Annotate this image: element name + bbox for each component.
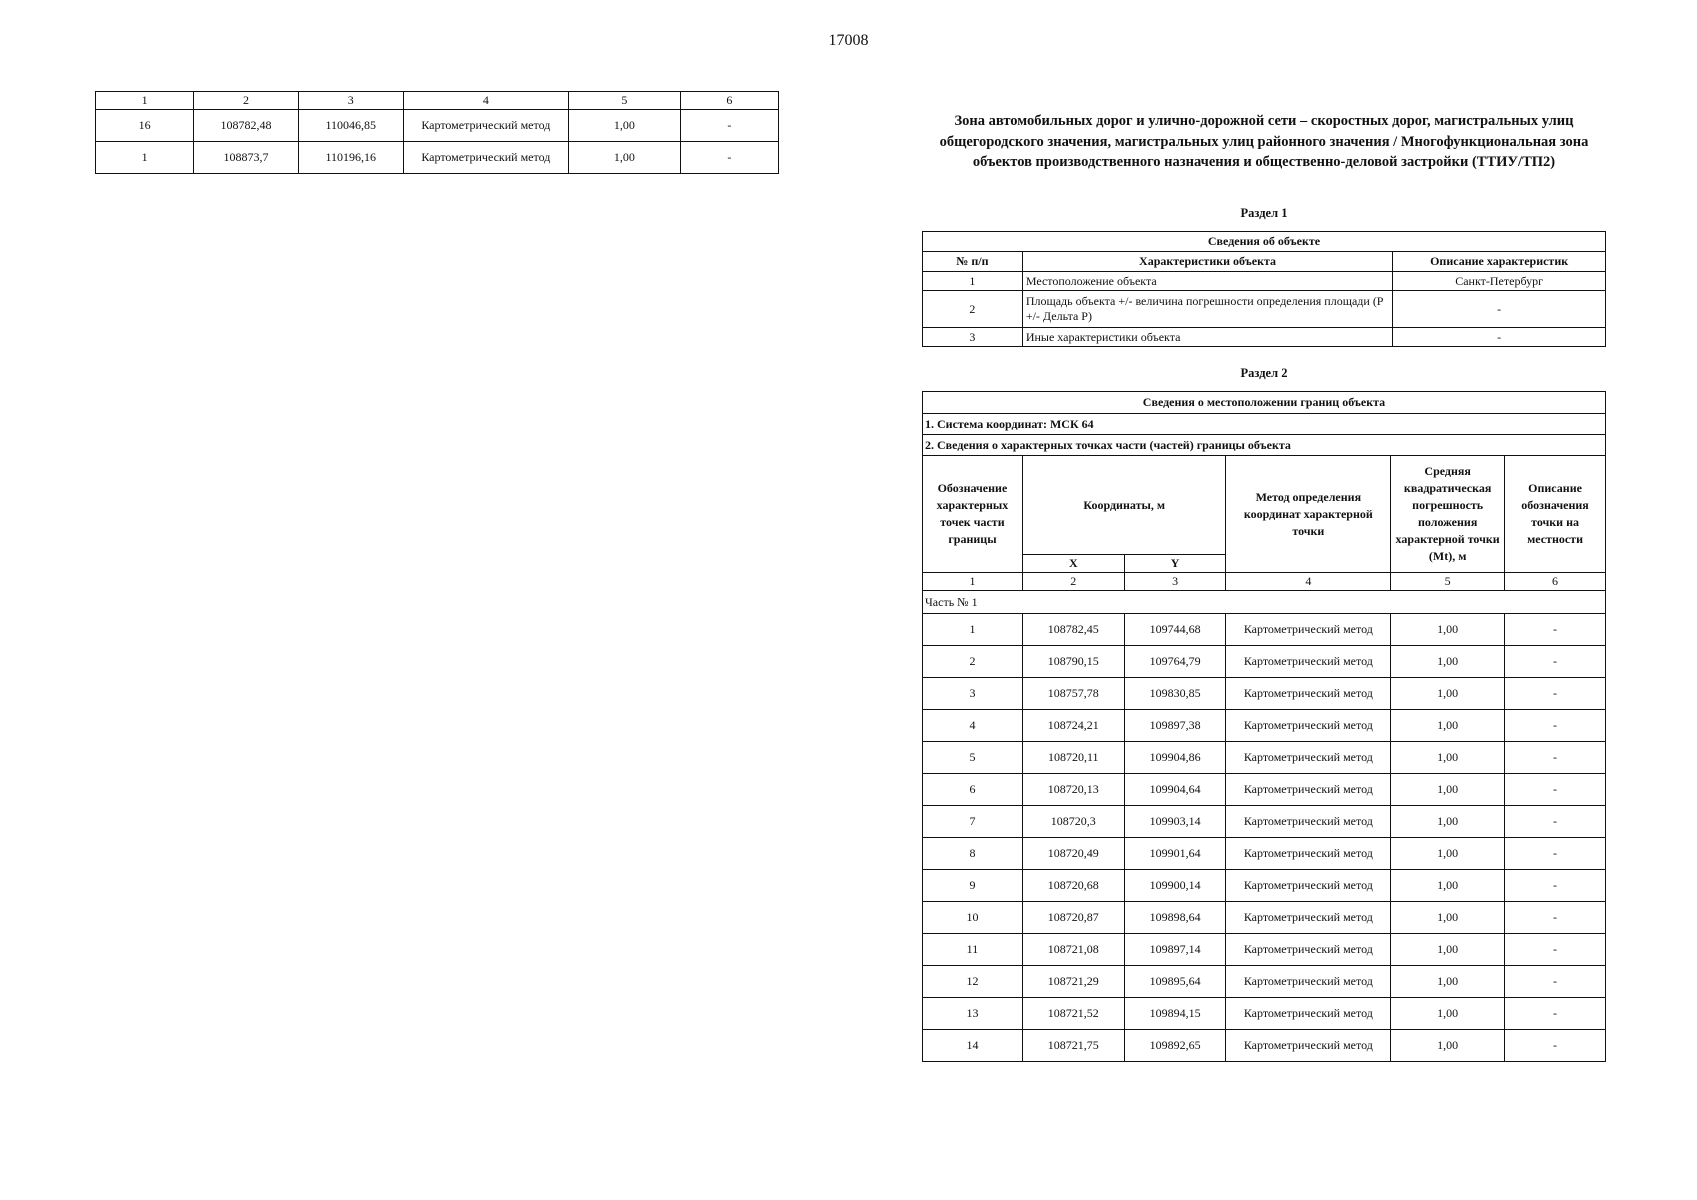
boundary-points-table	[922, 391, 1606, 1062]
column-number: 1	[96, 92, 194, 110]
table-cell: 109900,14	[1124, 870, 1226, 902]
table-cell: Картометрический метод	[1226, 1030, 1391, 1062]
table-cell: 109764,79	[1124, 646, 1226, 678]
table-cell: Картометрический метод	[1226, 614, 1391, 646]
table-cell: -	[1505, 934, 1606, 966]
row-value: Санкт-Петербург	[1393, 272, 1606, 291]
table-cell: -	[1505, 710, 1606, 742]
table-cell: 108790,15	[1022, 646, 1124, 678]
page-number: 17008	[828, 32, 869, 49]
table-cell: 9	[923, 870, 1023, 902]
table-cell: 14	[923, 1030, 1023, 1062]
table-row	[923, 806, 1606, 838]
header-y: Y	[1124, 555, 1226, 573]
table-row	[923, 966, 1606, 998]
table-cell: -	[1505, 1030, 1606, 1062]
table-row	[923, 678, 1606, 710]
table-cell: 109901,64	[1124, 838, 1226, 870]
table-cell: Картометрический метод	[1226, 742, 1391, 774]
table-cell: Картометрический метод	[1226, 966, 1391, 998]
table-cell: -	[1505, 870, 1606, 902]
table-cell: 109897,14	[1124, 934, 1226, 966]
column-number: 5	[569, 92, 681, 110]
row-value: -	[1393, 328, 1606, 347]
table-cell: 1,00	[1391, 838, 1505, 870]
table-cell: 108721,08	[1022, 934, 1124, 966]
row-characteristic: Местоположение объекта	[1022, 272, 1392, 291]
table-cell: 108720,3	[1022, 806, 1124, 838]
table-row	[96, 142, 779, 174]
table-cell: Картометрический метод	[1226, 934, 1391, 966]
table-cell: 1,00	[1391, 742, 1505, 774]
table-cell: 108720,68	[1022, 870, 1124, 902]
table-cell: 108721,75	[1022, 1030, 1124, 1062]
header-point-description: Описание обозначения точки на местности	[1505, 456, 1606, 573]
table-row	[923, 838, 1606, 870]
object-info-title: Сведения об объекте	[923, 232, 1606, 252]
table-cell: 13	[923, 998, 1023, 1030]
table-cell: 11	[923, 934, 1023, 966]
header-method: Метод определения координат характерной точки	[1226, 456, 1391, 573]
row-number: 3	[923, 328, 1023, 347]
table-cell: 16	[96, 110, 194, 142]
table-cell: 108720,49	[1022, 838, 1124, 870]
coordinate-system: 1. Система координат: МСК 64	[923, 414, 1606, 435]
table-cell: 1	[923, 614, 1023, 646]
table-cell: Картометрический метод	[403, 110, 569, 142]
table-cell: 109894,15	[1124, 998, 1226, 1030]
table-cell: 109904,86	[1124, 742, 1226, 774]
column-number: 4	[1226, 573, 1391, 591]
table-cell: 1	[96, 142, 194, 174]
table-cell: 109830,85	[1124, 678, 1226, 710]
table-cell: Картометрический метод	[1226, 902, 1391, 934]
table-cell: 108720,11	[1022, 742, 1124, 774]
table-cell: Картометрический метод	[1226, 998, 1391, 1030]
table-row	[923, 272, 1606, 291]
table-cell: Картометрический метод	[1226, 678, 1391, 710]
table-cell: 108757,78	[1022, 678, 1124, 710]
table-cell: -	[680, 110, 778, 142]
table-cell: -	[1505, 646, 1606, 678]
header-characteristics: Характеристики объекта	[1022, 252, 1392, 272]
table-cell: 1,00	[1391, 678, 1505, 710]
header-mean-error: Средняя квадратическая погрешность положения характерной точки (Мt), м	[1391, 456, 1505, 573]
table-cell: Картометрический метод	[1226, 870, 1391, 902]
table-header-row	[96, 92, 779, 110]
table-row	[923, 870, 1606, 902]
table-cell: 109904,64	[1124, 774, 1226, 806]
table-row	[923, 1030, 1606, 1062]
table-cell: 2	[923, 646, 1023, 678]
table-cell: 1,00	[1391, 1030, 1505, 1062]
column-number: 1	[923, 573, 1023, 591]
table-cell: 1,00	[1391, 614, 1505, 646]
table-row	[923, 742, 1606, 774]
table-row	[923, 710, 1606, 742]
table-cell: 1,00	[569, 142, 681, 174]
table-cell: -	[1505, 998, 1606, 1030]
table-cell: 108873,7	[194, 142, 299, 174]
table-cell: -	[1505, 678, 1606, 710]
column-number: 6	[680, 92, 778, 110]
header-coordinates: Координаты, м	[1022, 456, 1226, 555]
table-row	[923, 774, 1606, 806]
table-cell: Картометрический метод	[1226, 838, 1391, 870]
column-number: 4	[403, 92, 569, 110]
table-cell: -	[1505, 902, 1606, 934]
object-info-table	[922, 231, 1606, 347]
row-number: 1	[923, 272, 1023, 291]
table-cell: 1,00	[1391, 710, 1505, 742]
table-cell: 110196,16	[298, 142, 403, 174]
table-cell: 7	[923, 806, 1023, 838]
table-cell: 109903,14	[1124, 806, 1226, 838]
header-description: Описание характеристик	[1393, 252, 1606, 272]
table-cell: 1,00	[1391, 902, 1505, 934]
table-cell: -	[1505, 614, 1606, 646]
column-number: 6	[1505, 573, 1606, 591]
row-value: -	[1393, 291, 1606, 328]
boundary-table-title: Сведения о местоположении границ объекта	[923, 392, 1606, 414]
table-row	[923, 291, 1606, 328]
continuation-table	[95, 91, 779, 174]
header-number: № п/п	[923, 252, 1023, 272]
table-cell: 109898,64	[1124, 902, 1226, 934]
table-cell: 1,00	[1391, 966, 1505, 998]
column-number: 3	[298, 92, 403, 110]
table-cell: 1,00	[569, 110, 681, 142]
table-cell: 6	[923, 774, 1023, 806]
table-cell: Картометрический метод	[1226, 774, 1391, 806]
table-cell: 8	[923, 838, 1023, 870]
table-row	[923, 646, 1606, 678]
table-cell: 109897,38	[1124, 710, 1226, 742]
header-x: X	[1022, 555, 1124, 573]
points-heading: 2. Сведения о характерных точках части (частей) границы объекта	[923, 435, 1606, 456]
header-point-designation: Обозначение характерных точек части границы	[923, 456, 1023, 573]
table-cell: -	[1505, 806, 1606, 838]
table-cell: 108721,52	[1022, 998, 1124, 1030]
table-cell: Картометрический метод	[1226, 806, 1391, 838]
table-cell: -	[680, 142, 778, 174]
part-label: Часть № 1	[923, 591, 1606, 614]
table-cell: 5	[923, 742, 1023, 774]
table-cell: 110046,85	[298, 110, 403, 142]
table-cell: 12	[923, 966, 1023, 998]
table-cell: 1,00	[1391, 934, 1505, 966]
table-cell: 4	[923, 710, 1023, 742]
table-cell: 109892,65	[1124, 1030, 1226, 1062]
table-cell: 1,00	[1391, 806, 1505, 838]
table-cell: 108721,29	[1022, 966, 1124, 998]
row-number: 2	[923, 291, 1023, 328]
section2-label: Раздел 2	[1240, 366, 1288, 380]
table-cell: -	[1505, 966, 1606, 998]
table-row	[96, 110, 779, 142]
table-row	[923, 902, 1606, 934]
table-cell: 1,00	[1391, 998, 1505, 1030]
table-cell: 108782,48	[194, 110, 299, 142]
table-cell: -	[1505, 742, 1606, 774]
table-cell: 108720,13	[1022, 774, 1124, 806]
row-characteristic: Площадь объекта +/- величина погрешности определения площади (Р +/- Дельта Р)	[1022, 291, 1392, 328]
table-cell: -	[1505, 838, 1606, 870]
column-number: 2	[1022, 573, 1124, 591]
row-characteristic: Иные характеристики объекта	[1022, 328, 1392, 347]
column-number: 2	[194, 92, 299, 110]
section1-label: Раздел 1	[1240, 206, 1288, 220]
table-cell: Картометрический метод	[1226, 646, 1391, 678]
table-cell: Картометрический метод	[1226, 710, 1391, 742]
column-number: 5	[1391, 573, 1505, 591]
table-cell: 109744,68	[1124, 614, 1226, 646]
table-row	[923, 934, 1606, 966]
table-cell: 108724,21	[1022, 710, 1124, 742]
table-cell: 109895,64	[1124, 966, 1226, 998]
table-cell: 108720,87	[1022, 902, 1124, 934]
table-cell: 1,00	[1391, 646, 1505, 678]
table-cell: 3	[923, 678, 1023, 710]
table-cell: Картометрический метод	[403, 142, 569, 174]
table-row	[923, 328, 1606, 347]
table-cell: 1,00	[1391, 774, 1505, 806]
column-number: 3	[1124, 573, 1226, 591]
table-cell: 1,00	[1391, 870, 1505, 902]
table-row	[923, 614, 1606, 646]
table-row	[923, 998, 1606, 1030]
table-cell: 108782,45	[1022, 614, 1124, 646]
table-cell: 10	[923, 902, 1023, 934]
table-cell: -	[1505, 774, 1606, 806]
document-title: Зона автомобильных дорог и улично-дорожной сети – скоростных дорог, магистральных улиц общегородского значения, магистральных улиц районного значения / Многофункциональная зона объектов производственного назначения и общественно-деловой застройки (ТТИУ/ТП2)	[939, 113, 1589, 170]
